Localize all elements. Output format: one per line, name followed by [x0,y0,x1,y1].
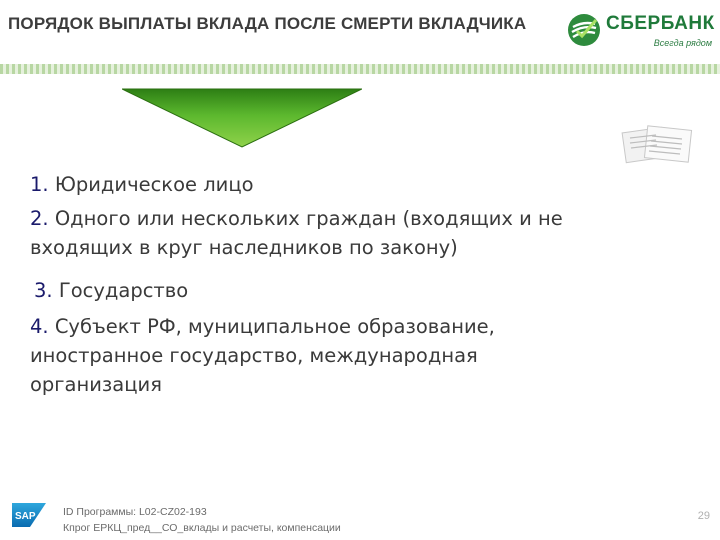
list-item [30,312,670,399]
page-number: 29 [697,510,710,522]
list-item-text: Субъект РФ, муниципальное образование, [54,315,495,338]
sap-logo-text: SAP [15,511,36,522]
footer [63,504,341,536]
list-item-number: 3. [34,279,53,302]
list-item [30,204,670,262]
list-item-text: Государство [58,279,189,302]
list-item-number: 2. [30,207,49,230]
list-item-number: 4. [30,315,49,338]
down-arrow-icon [122,88,362,148]
slide-title: ПОРЯДОК ВЫПЛАТЫ ВКЛАДА ПОСЛЕ СМЕРТИ ВКЛАДЧИКА [8,14,527,33]
sap-logo-icon [12,503,46,527]
list-item-text: Юридическое лицо [54,173,254,196]
program-name: Кпрог ЕРКЦ_пред__СО_вклады и расчеты, компенсации [63,522,341,534]
list-item-text-line3: организация [30,373,162,396]
brand-name: СБЕРБАНК [606,13,715,34]
list-item [34,276,674,305]
brand-slogan: Всегда рядом [653,38,712,48]
list-item-text-line2: входящих в круг наследников по закону) [30,236,458,259]
list-item-number: 1. [30,173,49,196]
program-id: ID Программы: L02-CZ02-193 [63,506,207,518]
sberbank-logo-icon [566,12,602,48]
list-item-text: Одного или нескольких граждан (входящих и не [54,207,563,230]
header-stripe [0,64,720,74]
documents-icon [620,124,696,166]
list-item [30,170,670,199]
sberbank-logo [566,10,716,54]
list-item-text-line2: иностранное государство, международная [30,344,478,367]
